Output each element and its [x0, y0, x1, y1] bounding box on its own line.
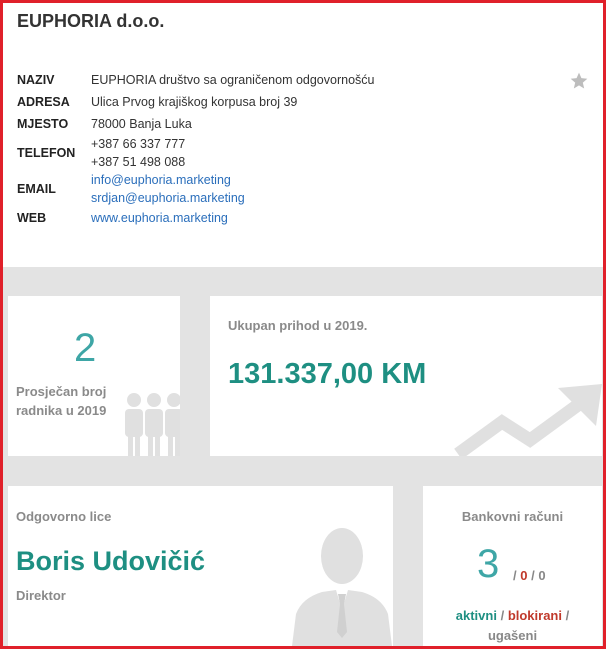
income-card [210, 296, 602, 456]
bank-blocked-label: blokirani [507, 608, 562, 623]
bank-active-label: aktivni [455, 608, 497, 623]
workers-label-line2: radnika u 2019 [16, 403, 107, 418]
adresa-value: Ulica Prvog krajiškog korpusa broj 39 [91, 95, 298, 109]
email-label: EMAIL [17, 182, 56, 196]
responsible-person-role: Direktor [16, 588, 66, 603]
telefon-value: +387 51 498 088 [91, 155, 186, 169]
naziv-label: NAZIV [17, 73, 55, 87]
star-icon[interactable] [569, 71, 589, 91]
bank-status-legend [423, 606, 602, 646]
company-title: EUPHORIA d.o.o. [17, 11, 165, 31]
income-label: Ukupan prihod u 2019. [228, 318, 368, 333]
chart-arrow-icon [450, 384, 602, 456]
person-silhouette-icon [292, 520, 392, 646]
bank-blocked-count: 0 [520, 568, 528, 583]
bank-closed-label: ugašeni [487, 628, 538, 643]
naziv-value: EUPHORIA društvo sa ograničenom odgovornošću [91, 73, 375, 87]
web-label: WEB [17, 211, 47, 225]
workers-label [16, 382, 106, 420]
responsible-person-name: Boris Udovičić [16, 546, 206, 576]
bank-active-count: 3 [477, 542, 500, 586]
bank-closed-count: 0 [538, 568, 546, 583]
mjesto-label: MJESTO [17, 117, 69, 131]
email-link[interactable]: srdjan@euphoria.marketing [91, 191, 245, 205]
responsible-person-card [8, 486, 393, 646]
mjesto-value: 78000 Banja Luka [91, 117, 192, 131]
income-value: 131.337,00 KM [228, 358, 427, 390]
email-link[interactable]: info@euphoria.marketing [91, 173, 231, 187]
bank-sep: / [531, 568, 535, 583]
workers-icon [122, 388, 180, 456]
web-link[interactable]: www.euphoria.marketing [91, 211, 228, 225]
company-info-card [3, 3, 603, 267]
bank-counts-secondary [513, 568, 546, 583]
bank-accounts-title: Bankovni računi [461, 509, 564, 524]
telefon-value: +387 66 337 777 [91, 137, 186, 151]
workers-label-line1: Prosječan broj [16, 384, 107, 399]
telefon-label: TELEFON [17, 146, 76, 160]
adresa-label: ADRESA [17, 95, 70, 109]
bank-sep: / [513, 568, 517, 583]
workers-card [8, 296, 180, 456]
responsible-person-label: Odgovorno lice [16, 509, 112, 524]
bank-accounts-card [423, 486, 602, 646]
bank-sep: / [500, 608, 505, 623]
workers-count: 2 [74, 326, 97, 370]
bank-sep: / [565, 608, 570, 623]
